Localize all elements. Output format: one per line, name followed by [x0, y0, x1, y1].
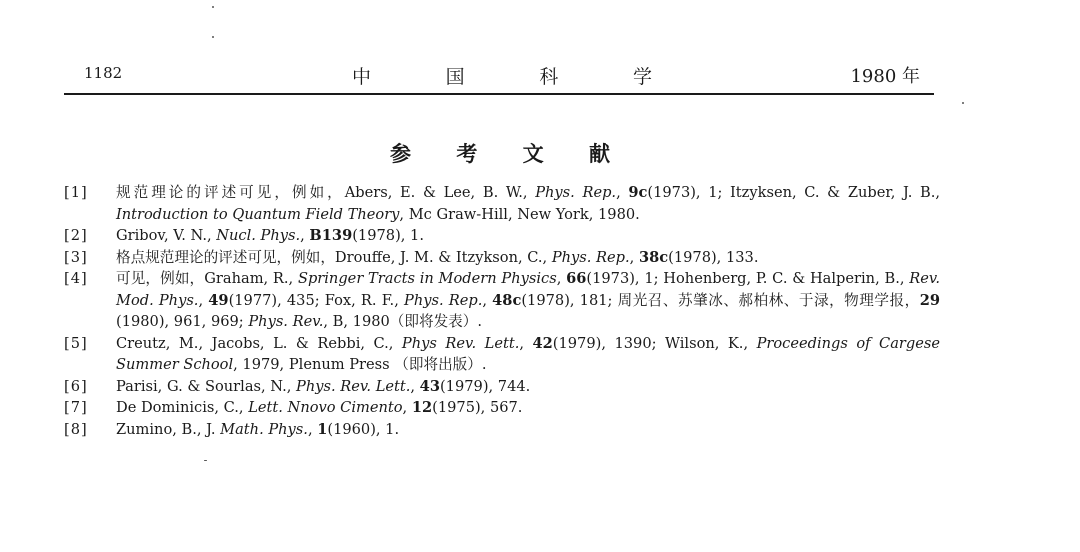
reference-item: [64, 268, 940, 333]
volume-number: 49: [208, 291, 229, 309]
reference-segment: ,: [616, 184, 629, 201]
reference-segment: (1979), 1390; Wilson, K.,: [552, 334, 757, 352]
journal-title: [352, 62, 652, 89]
reference-segment: , B, 1980（即将发表）.: [323, 313, 482, 330]
reference-number: [7]: [64, 399, 88, 416]
reference-segment: ,: [300, 227, 310, 244]
scan-speck: [962, 102, 964, 104]
reference-segment: ,: [482, 291, 493, 309]
reference-number: [3]: [64, 248, 88, 266]
volume-number: B139: [309, 227, 353, 244]
reference-text: [116, 247, 940, 269]
header-rule: [64, 93, 934, 95]
reference-segment: De Dominicis, C.,: [116, 399, 249, 416]
reference-text: [116, 333, 940, 376]
volume-number: 9c: [628, 184, 648, 201]
title-char: 献: [588, 141, 610, 166]
reference-number: [1]: [64, 184, 88, 201]
volume-number: 38c: [638, 248, 669, 266]
journal-name: Nucl. Phys.: [216, 227, 301, 244]
journal-char: 中: [352, 66, 372, 88]
volume-number: 1: [317, 420, 328, 438]
reference-segment: (1980), 961, 969;: [116, 313, 249, 330]
reference-segment: , Mc Graw-Hill, New York, 1980.: [399, 205, 640, 223]
reference-segment: ,: [307, 420, 318, 438]
reference-segment: (1979), 744.: [439, 377, 531, 395]
reference-segment: 格点规范理论的评述可见，例如，Drouffe, J. M. & Itzykson, C.,: [116, 248, 552, 266]
reference-segment: ,: [198, 291, 209, 309]
publication-year: 1980 年: [850, 66, 920, 87]
reference-list: [64, 182, 940, 440]
scan-speck: [212, 6, 214, 8]
journal-name: Introduction to Quantum Field Theory: [116, 205, 400, 223]
reference-segment: ,: [519, 334, 533, 352]
section-title: [390, 138, 610, 168]
journal-char: 科: [539, 66, 559, 88]
journal-char: 学: [632, 66, 652, 88]
journal-name: Phys. Rev. Lett.: [296, 377, 411, 395]
scan-speck: [212, 36, 214, 38]
journal-name: Rev. Mod. Phys.: [116, 270, 941, 309]
reference-text: [116, 397, 940, 419]
journal-name: Proceedings of Cargese Summer School: [116, 334, 940, 373]
reference-segment: Gribov, V. N.,: [116, 227, 217, 244]
reference-text: [116, 182, 940, 225]
reference-number: [5]: [64, 334, 88, 352]
journal-name: Phys. Rev.: [248, 313, 324, 330]
reference-text: [116, 419, 940, 441]
reference-segment: (1978), 181; 周光召、苏肇冰、郝柏林、于渌，物理学报，: [521, 291, 920, 309]
reference-item: [64, 182, 940, 225]
reference-segment: (1978), 1.: [352, 227, 424, 244]
reference-number: [4]: [64, 270, 88, 287]
reference-segment: , 1979, Plenum Press （即将出版）.: [233, 356, 487, 373]
reference-item: [64, 397, 940, 419]
reference-item: [64, 225, 940, 247]
reference-number: [6]: [64, 377, 88, 395]
journal-name: Math. Phys.: [220, 420, 308, 438]
reference-segment: (1975), 567.: [432, 399, 523, 416]
journal-name: Phys. Rep.: [404, 291, 483, 309]
journal-name: Phys. Rep.: [535, 184, 617, 201]
journal-char: 国: [445, 66, 465, 88]
reference-item: [64, 247, 940, 269]
journal-name: Springer Tracts in Modern Physics: [297, 270, 557, 287]
reference-segment: ,: [402, 399, 412, 416]
reference-segment: (1960), 1.: [327, 420, 400, 438]
reference-segment: ,: [410, 377, 420, 395]
reference-text: [116, 268, 940, 333]
reference-segment: 可见，例如，Graham, R.,: [116, 270, 298, 287]
scan-speck: [204, 460, 207, 461]
volume-number: 42: [532, 334, 553, 352]
reference-number: [8]: [64, 420, 88, 438]
title-char: 文: [522, 141, 544, 166]
journal-name: Phys. Rep.: [551, 248, 630, 266]
journal-name: Lett. Nnovo Cimento: [248, 399, 403, 416]
volume-number: 48c: [492, 291, 522, 309]
reference-text: [116, 225, 940, 247]
reference-segment: Zumino, B., J.: [116, 420, 221, 438]
volume-number: 66: [566, 270, 587, 287]
reference-segment: (1973), 1; Hohenberg, P. C. & Halperin, B.,: [586, 270, 910, 287]
page-header: [64, 62, 934, 90]
reference-text: [116, 376, 940, 398]
reference-item: [64, 376, 940, 398]
reference-number: [2]: [64, 227, 88, 244]
reference-item: [64, 419, 940, 441]
reference-item: [64, 333, 940, 376]
volume-number: 43: [419, 377, 440, 395]
volume-number: 12: [411, 399, 433, 416]
volume-number: 29: [919, 291, 941, 309]
page-number: 1182: [84, 64, 123, 82]
title-char: 考: [456, 141, 478, 166]
reference-segment: (1978), 133.: [668, 248, 759, 266]
reference-segment: Creutz, M., Jacobs, L. & Rebbi, C.,: [116, 334, 402, 352]
reference-segment: ,: [629, 248, 639, 266]
reference-segment: (1973), 1; Itzyksen, C. & Zuber, J. B.,: [647, 184, 940, 201]
reference-segment: ,: [556, 270, 567, 287]
reference-segment: Parisi, G. & Sourlas, N.,: [116, 377, 297, 395]
reference-segment: (1977), 435; Fox, R. F.,: [228, 291, 404, 309]
journal-name: Phys Rev. Lett.: [401, 334, 520, 352]
title-char: 参: [390, 141, 411, 166]
reference-segment: 规范理论的评述可见，例如，Abers, E. & Lee, B. W.,: [116, 184, 536, 201]
